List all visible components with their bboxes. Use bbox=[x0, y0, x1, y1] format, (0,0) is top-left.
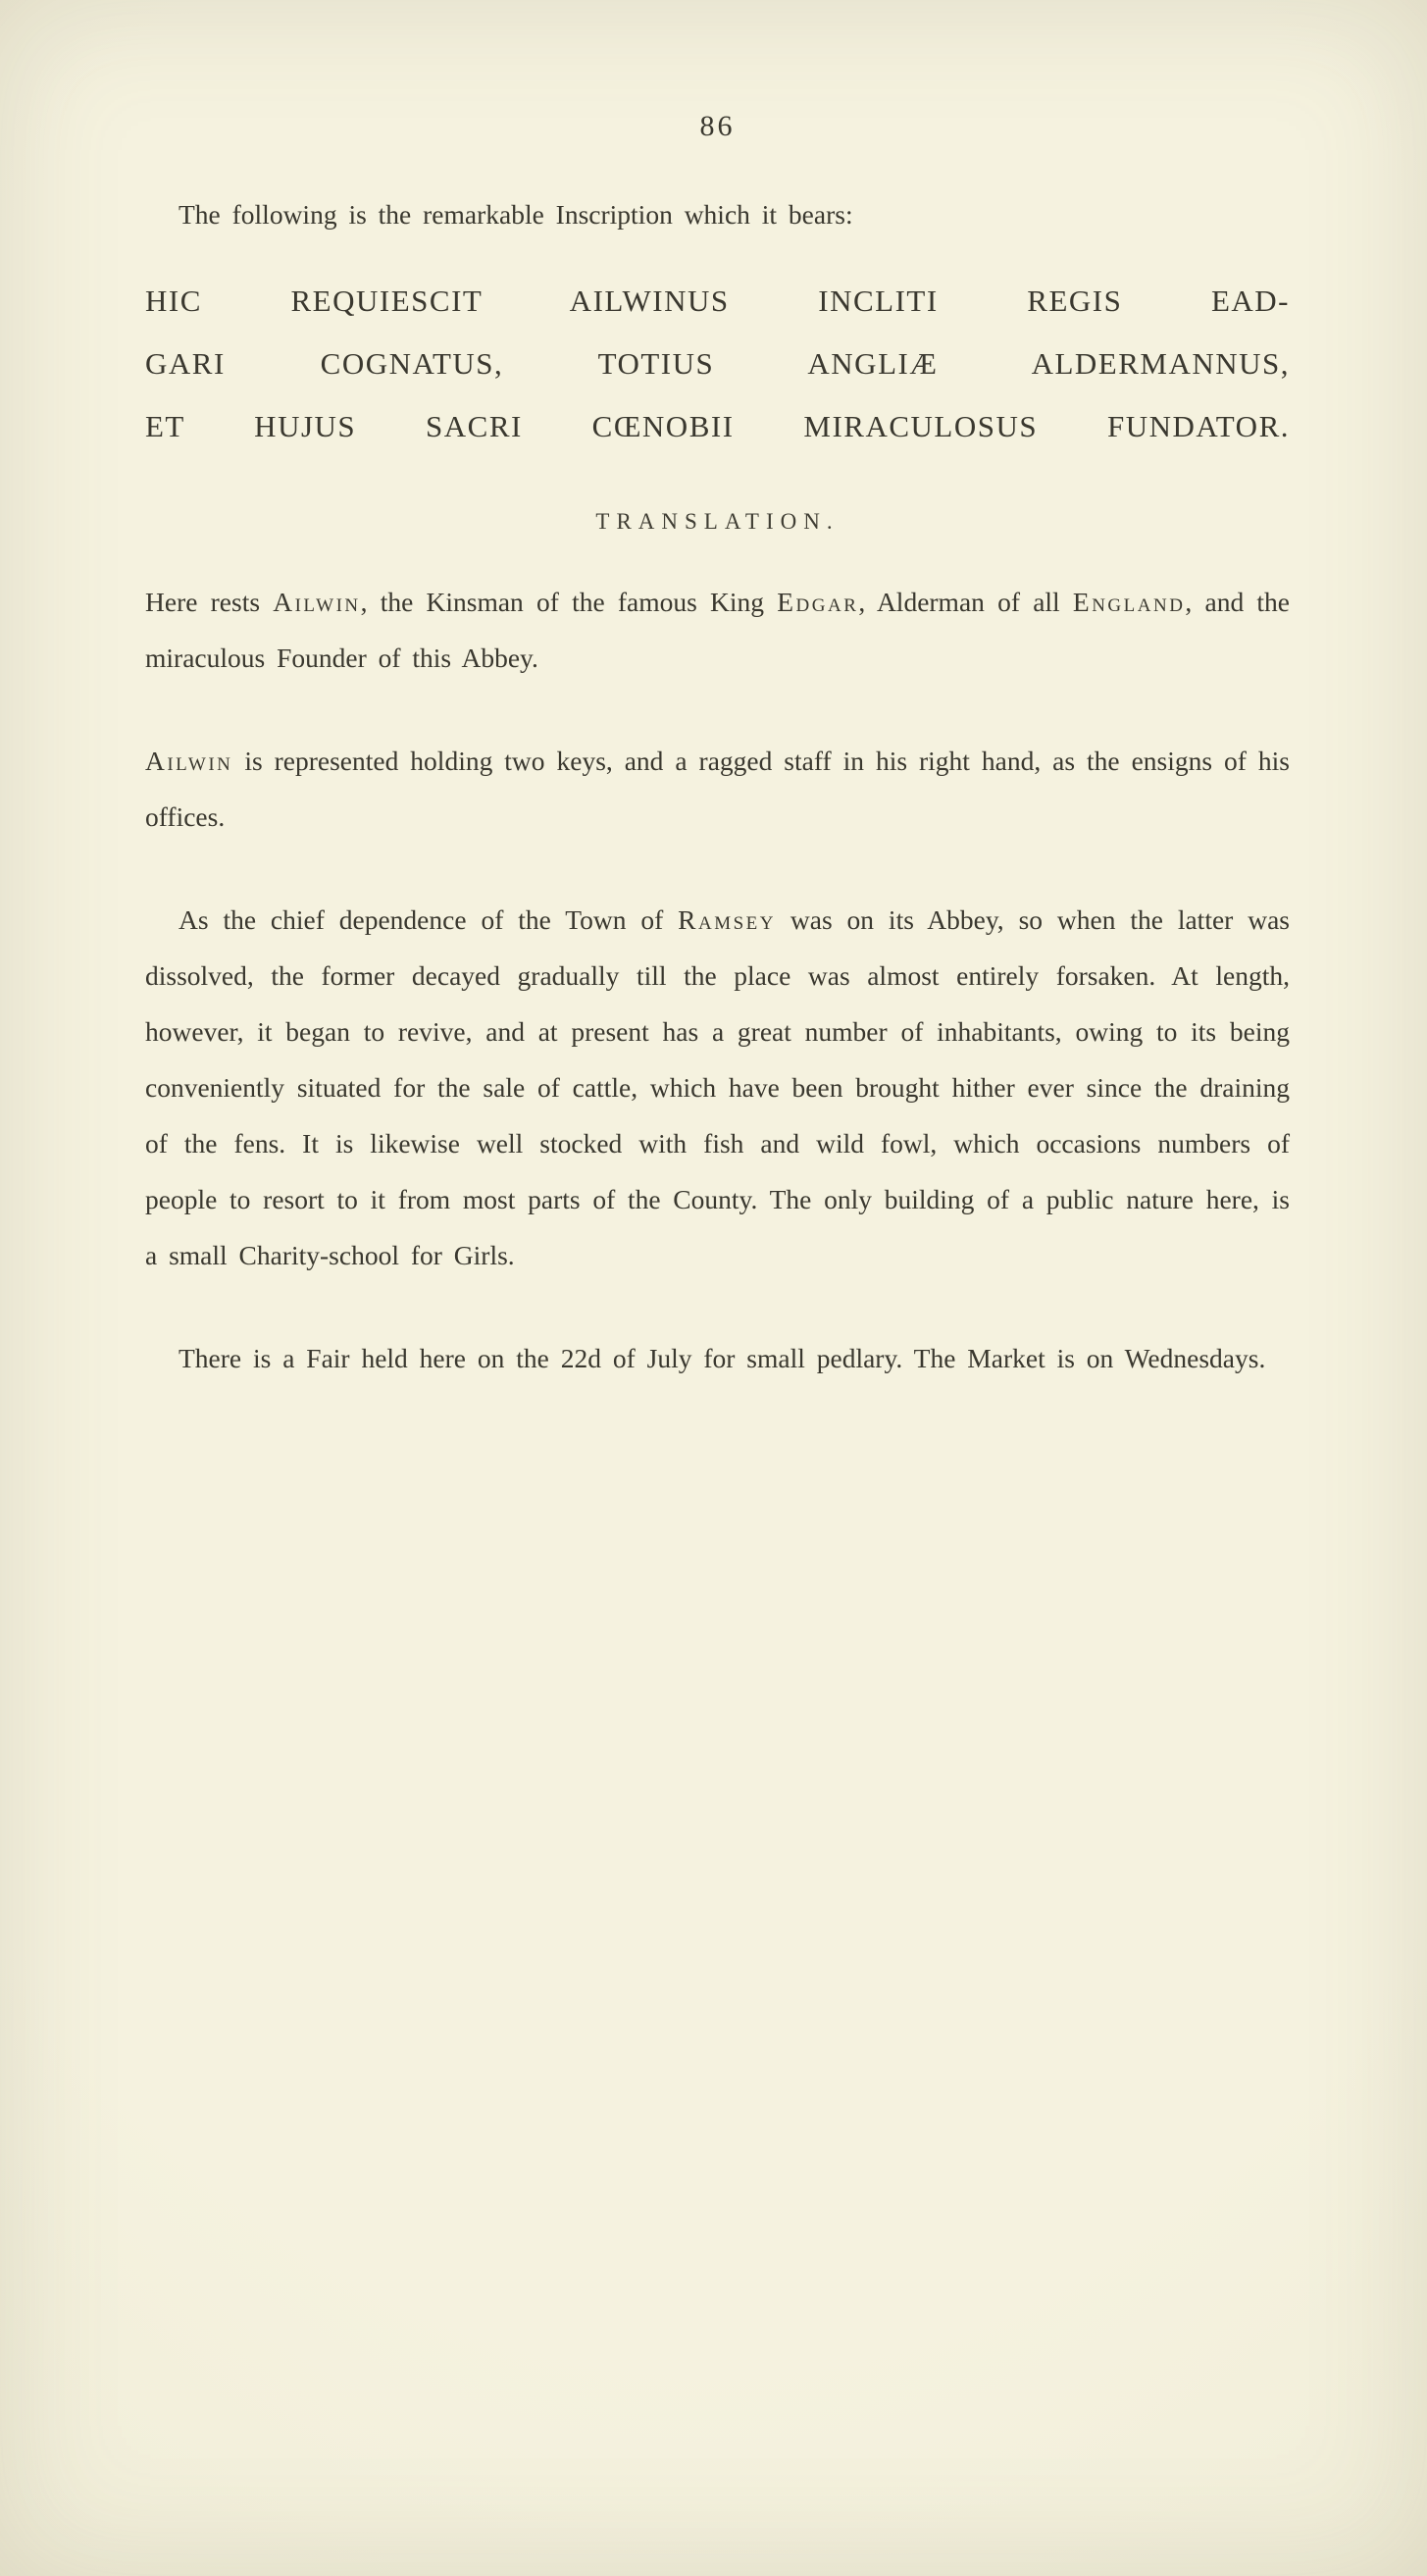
name-england: England bbox=[1072, 587, 1186, 617]
name-ramsey: Ramsey bbox=[678, 904, 776, 935]
translation-paragraph bbox=[145, 574, 1290, 686]
name-ailwin: Ailwin bbox=[273, 587, 361, 617]
text-segment: is represented holding two keys, and a ragged staff in his right hand, as the ensigns of his offices. bbox=[145, 746, 1290, 832]
text-segment: was on its Abbey, so when the latter was dissolved, the former decayed gradually till the place was almost entirely forsaken. At length, however, it began to revive, and at present has a great number of inhabitants, owing to its being conveniently situated for the sale of cattle, which have been brought hither ever since the draining of the fens. It is likewise well stocked with fish and wild fowl, which occasions numbers of people to resort to it from most parts of the County. The only building of a public nature here, is a small Charity-school for Girls. bbox=[145, 904, 1290, 1270]
text-segment: , the Kinsman of the famous King bbox=[360, 587, 778, 617]
ramsey-paragraph bbox=[145, 892, 1290, 1283]
fair-paragraph: There is a Fair held here on the 22d of July for small pedlary. The Market is on Wednesdays. bbox=[178, 1343, 1266, 1373]
inscription-block bbox=[145, 270, 1290, 458]
inscription-line: ET HUJUS SACRI CŒNOBII MIRACULOSUS FUNDATOR. bbox=[145, 409, 1290, 443]
intro-paragraph: The following is the remarkable Inscription which it bears: bbox=[178, 199, 853, 230]
text-segment: , and the miraculous Founder of this Abbey. bbox=[145, 587, 1290, 673]
page-number: 86 bbox=[699, 110, 736, 142]
text-segment: As the chief dependence of the Town of bbox=[178, 904, 679, 935]
inscription-line: GARI COGNATUS, TOTIUS ANGLIÆ ALDERMANNUS, bbox=[145, 346, 1290, 381]
translation-heading: TRANSLATION. bbox=[595, 509, 840, 534]
name-edgar: Edgar bbox=[777, 587, 859, 617]
name-ailwin: Ailwin bbox=[145, 746, 233, 776]
text-segment: , Alderman of all bbox=[858, 587, 1073, 617]
ailwin-paragraph bbox=[145, 733, 1290, 845]
text-segment: Here rests bbox=[145, 587, 274, 617]
inscription-line: HIC REQUIESCIT AILWINUS INCLITI REGIS EAD- bbox=[145, 283, 1290, 318]
